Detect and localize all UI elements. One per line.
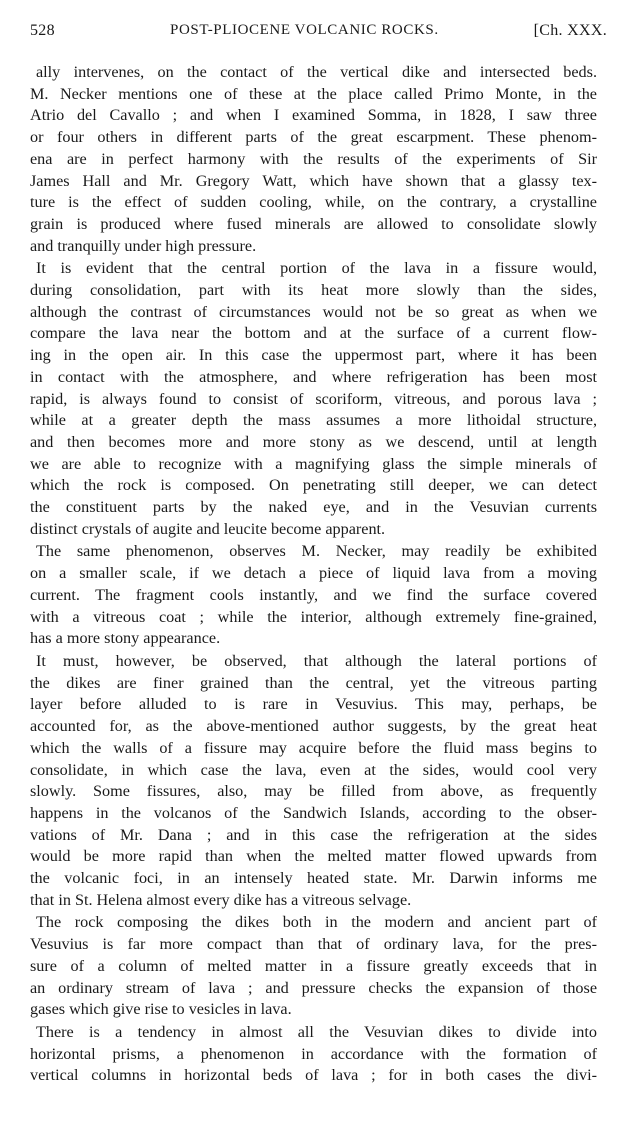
paragraph	[30, 1022, 597, 1087]
text-line: distinct crystals of augite and leucite become apparent.	[30, 519, 386, 538]
text-line: while at a greater depth the mass assumes a more lithoidal structure,	[30, 411, 597, 430]
text-line: horizontal prisms, a phenomenon in accordance with the formation of	[30, 1044, 597, 1063]
text-line: has a more stony appearance.	[30, 629, 221, 648]
text-line: accounted for, as the above-mentioned author suggests, by the great heat	[30, 717, 597, 736]
text-line: Vesuvius is far more compact than that of ordinary lava, for the pres-	[30, 935, 597, 954]
text-line: The rock composing the dikes both in the modern and ancient part of	[36, 913, 597, 932]
text-line: It must, however, be observed, that although the lateral portions of	[36, 651, 597, 670]
text-line: M. Necker mentions one of these at the place called Primo Monte, in the	[30, 84, 597, 103]
text-line: vertical columns in horizontal beds of lava ; for in both cases the divi-	[30, 1066, 597, 1085]
text-line: ing in the open air. In this case the uppermost part, where it has been	[30, 346, 597, 365]
text-line: an ordinary stream of lava ; and pressure checks the expansion of those	[30, 978, 597, 997]
paragraph	[30, 62, 597, 257]
paragraph	[30, 258, 597, 540]
text-line: The same phenomenon, observes M. Necker, may readily be exhibited	[36, 542, 597, 561]
text-line: the volcanic foci, in an intensely heated state. Mr. Darwin informs me	[30, 869, 597, 888]
chapter-reference: [Ch. XXX.	[533, 22, 607, 39]
text-line: in contact with the atmosphere, and where refrigeration has been most	[30, 367, 597, 386]
text-line: slowly. Some fissures, also, may be filled from above, as frequently	[30, 782, 597, 801]
text-line: There is a tendency in almost all the Vesuvian dikes to divide into	[36, 1022, 597, 1041]
text-line: happens in the volcanos of the Sandwich Islands, according to the obser-	[30, 803, 597, 822]
text-line: vations of Mr. Dana ; and in this case the refrigeration at the sides	[30, 825, 597, 844]
text-line: although the contrast of circumstances would not be so great as when we	[30, 302, 597, 321]
text-line: would be more rapid than when the melted matter flowed upwards from	[30, 847, 597, 866]
text-line: consolidate, in which case the lava, even at the sides, would cool very	[30, 760, 597, 779]
text-line: It is evident that the central portion of the lava in a fissure would,	[36, 259, 597, 278]
text-line: current. The fragment cools instantly, and we find the surface covered	[30, 585, 597, 604]
page-number: 528	[30, 22, 55, 39]
text-line: the constituent parts by the naked eye, and in the Vesuvian currents	[30, 498, 597, 517]
text-line: sure of a column of melted matter in a fissure greatly exceeds that in	[30, 956, 597, 975]
text-line: the dikes are finer grained than the central, yet the vitreous parting	[30, 673, 597, 692]
text-line: James Hall and Mr. Gregory Watt, which have shown that a glassy tex-	[30, 171, 597, 190]
text-line: or four others in different parts of the great escarpment. These phenom-	[30, 128, 597, 147]
text-line: with a vitreous coat ; while the interior, although extremely fine-grained,	[30, 607, 597, 626]
text-line: and then becomes more and more stony as we descend, until at length	[30, 432, 597, 451]
text-line: gases which give rise to vesicles in lava.	[30, 1000, 292, 1019]
paragraph	[30, 651, 597, 911]
text-line: ture is the effect of sudden cooling, while, on the contrary, a crystalline	[30, 193, 597, 212]
text-line: rapid, is always found to consist of scoriform, vitreous, and porous lava ;	[30, 389, 597, 408]
text-line: and tranquilly under high pressure.	[30, 236, 257, 255]
text-line: we are able to recognize with a magnifying glass the simple minerals of	[30, 454, 597, 473]
text-line: layer before alluded to is rare in Vesuvius. This may, perhaps, be	[30, 695, 597, 714]
text-line: compare the lava near the bottom and at the surface of a current flow-	[30, 324, 597, 343]
text-line: which the walls of a fissure may acquire before the fluid mass begins to	[30, 738, 597, 757]
text-line: ally intervenes, on the contact of the vertical dike and intersected beds.	[36, 63, 597, 81]
body-text	[30, 62, 597, 1087]
page-header	[30, 22, 607, 46]
paragraph	[30, 541, 597, 650]
text-line: grain is produced where fused minerals are allowed to consolidate slowly	[30, 214, 597, 233]
running-title: POST-PLIOCENE VOLCANIC ROCKS.	[170, 22, 439, 38]
text-line: on a smaller scale, if we detach a piece of liquid lava from a moving	[30, 564, 597, 583]
text-line: during consolidation, part with its heat more slowly than the sides,	[30, 281, 597, 300]
paragraph	[30, 912, 597, 1021]
text-line: ena are in perfect harmony with the results of the experiments of Sir	[30, 149, 597, 168]
text-line: Atrio del Cavallo ; and when I examined Somma, in 1828, I saw three	[30, 106, 597, 125]
text-line: that in St. Helena almost every dike has a vitreous selvage.	[30, 890, 412, 909]
text-line: which the rock is composed. On penetrating still deeper, we can detect	[30, 476, 597, 495]
